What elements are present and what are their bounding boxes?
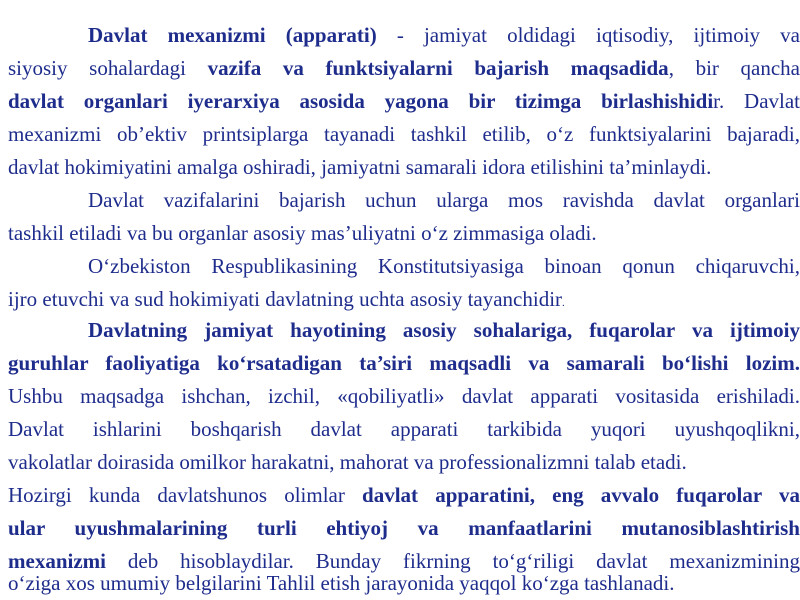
text-line: ijro etuvchi va sud hokimiyati davlatning uchta asosiy tayanchidir. [8,287,565,311]
text-line: guruhlar faoliyatiga ko‘rsatadigan ta’siri maqsadli va samarali bo‘lishi lozim. [8,351,800,375]
text-line: davlat hokimiyatini amalga oshiradi, jamiyatni samarali idora etilishini ta’minlaydi. [8,155,712,179]
text-line: vakolatlar doirasida omilkor harakatni, mahorat va professionalizmni talab etadi. [8,450,687,474]
text-line: ular uyushmalarining turli ehtiyoj va manfaatlarini mutanosiblashtirish [8,516,800,540]
text-line: Davlat ishlarini boshqarish davlat apparati tarkibida yuqori uyushqoqlikni, [8,417,800,441]
text-line: davlat organlari iyerarxiya asosida yagona bir tizimga birlashishidir. Davlat [8,89,800,113]
text-line: Davlatning jamiyat hayotining asosiy sohalariga, fuqarolar va ijtimoiy [88,318,800,342]
text-line: mexanizmi deb hisoblaydilar. Bunday fikrning to‘g‘riligi davlat mexanizmining [8,549,800,573]
text-line: Davlat mexanizmi (apparati) - jamiyat oldidagi iqtisodiy, ijtimoiy va [88,23,800,47]
text-line: tashkil etiladi va bu organlar asosiy mas’uliyatni o‘z zimmasiga oladi. [8,221,597,245]
text-line: Hozirgi kunda davlatshunos olimlar davlat apparatini, eng avvalo fuqarolar va [8,483,800,507]
text-line: Davlat vazifalarini bajarish uchun ularga mos ravishda davlat organlari [88,188,800,212]
text-line: mexanizmi ob’ektiv printsiplarga tayanadi tashkil etilib, o‘z funktsiyalarini bajaradi, [8,122,800,146]
text-line: o‘ziga xos umumiy belgilarini Tahlil etish jarayonida yaqqol ko‘zga tashlanadi. [8,571,675,595]
text-line: siyosiy sohalardagi vazifa va funktsiyalarni bajarish maqsadida, bir qancha [8,56,800,80]
text-line: Ushbu maqsadga ishchan, izchil, «qobiliyatli» davlat apparati vositasida erishiladi. [8,384,800,408]
text-line: O‘zbekiston Respublikasining Konstitutsiyasiga binoan qonun chiqaruvchi, [88,254,800,278]
